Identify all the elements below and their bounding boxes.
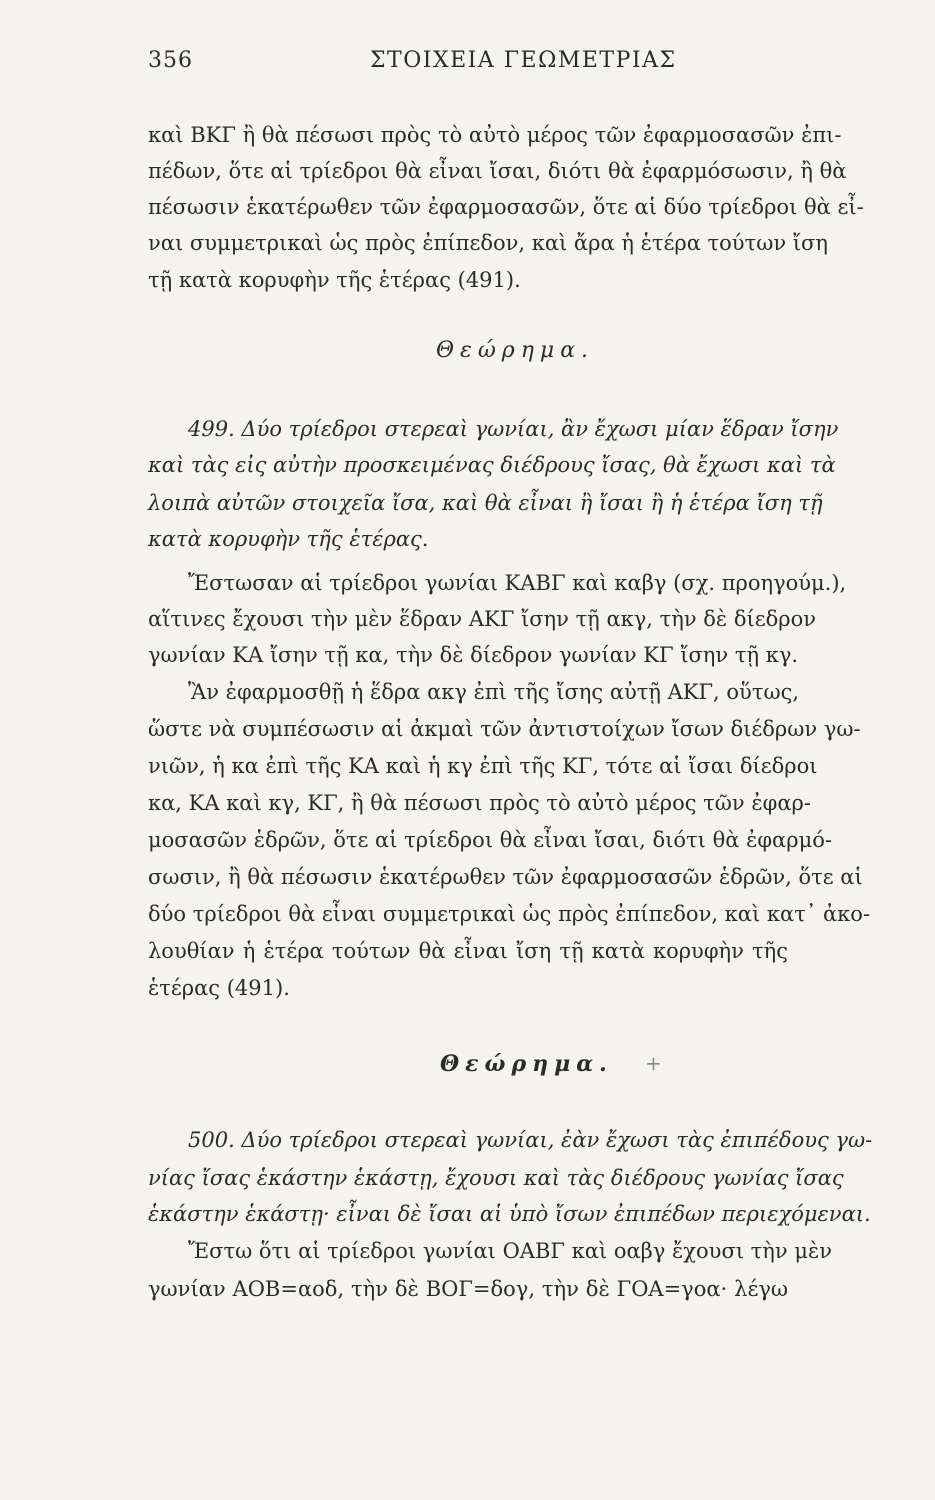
text-line: τῇ κατὰ κορυφὴν τῆς ἑτέρας (491). xyxy=(148,268,521,292)
theorem-line: νίας ἴσας ἑκάστην ἑκάστῃ, ἔχουσι καὶ τὰς διέδρους γωνίας ἴσας xyxy=(148,1166,844,1190)
theorem-line: καὶ τὰς εἰς αὐτὴν προσκειμένας διέδρους ἴσας, θὰ ἔχωσι καὶ τὰ xyxy=(148,453,836,477)
text-line: ὥστε νὰ συμπέσωσιν αἱ ἀκμαὶ τῶν ἀντιστοίχων ἴσων διέδρων γω- xyxy=(148,717,861,741)
theorem-line: 499. Δύο τρίεδροι στερεαὶ γωνίαι, ἂν ἔχωσι μίαν ἕδραν ἴσην xyxy=(188,417,839,441)
theorem-line: 500. Δύο τρίεδροι στερεαὶ γωνίαι, ἐὰν ἔχωσι τὰς ἐπιπέδους γω- xyxy=(188,1128,873,1152)
page-number: 356 xyxy=(148,48,193,73)
text-line: νιῶν, ἡ κα ἐπὶ τῆς ΚΑ καὶ ἡ κγ ἐπὶ τῆς ΚΓ, τότε αἱ ἴσαι δίεδροι xyxy=(148,754,818,778)
theorem-line: λοιπὰ αὐτῶν στοιχεῖα ἴσα, καὶ θὰ εἶναι ἢ ἴσαι ἢ ἡ ἑτέρα ἴση τῇ xyxy=(148,491,823,515)
text-line: δύο τρίεδροι θὰ εἶναι συμμετρικαὶ ὡς πρὸς ἐπίπεδον, καὶ κατ᾿ ἀκο- xyxy=(148,902,871,926)
text-line: πέσωσιν ἑκατέρωθεν τῶν ἐφαρμοσασῶν, ὅτε αἱ δύο τρίεδροι θὰ εἶ- xyxy=(148,195,864,219)
theorem-line: κατὰ κορυφὴν τῆς ἑτέρας. xyxy=(148,527,429,551)
text-line: γωνίαν ΚΑ ἴσην τῇ κα, τὴν δὲ δίεδρον γωνίαν ΚΓ ἴσην τῇ κγ. xyxy=(148,643,799,667)
book-title: ΣΤΟΙΧΕΙΑ ΓΕΩΜΕΤΡΙΑΣ xyxy=(370,48,677,73)
text-line: ἑτέρας (491). xyxy=(148,976,290,1000)
text-line: γωνίαν ΑΟΒ=αοδ, τὴν δὲ ΒΟΓ=δογ, τὴν δὲ ΓΟΑ=γοα· λέγω xyxy=(148,1277,788,1301)
pencil-mark-icon: + xyxy=(645,1051,662,1075)
text-line: Ἂν ἐφαρμοσθῇ ἡ ἕδρα ακγ ἐπὶ τῆς ἴσης αὐτῇ ΑΚΓ, οὕτως, xyxy=(188,680,799,704)
running-head xyxy=(148,48,788,80)
text-line: κα, ΚΑ καὶ κγ, ΚΓ, ἢ θὰ πέσωσι πρὸς τὸ αὐτὸ μέρος τῶν ἐφαρ- xyxy=(148,791,811,815)
theorem-line: ἑκάστην ἑκάστῃ· εἶναι δὲ ἴσαι αἱ ὑπὸ ἴσων ἐπιπέδων περιεχόμεναι. xyxy=(148,1202,871,1226)
section-heading: Θεώρημα. xyxy=(440,1051,613,1077)
text-line: σωσιν, ἢ θὰ πέσωσιν ἑκατέρωθεν τῶν ἐφαρμοσασῶν ἑδρῶν, ὅτε αἱ xyxy=(148,865,863,889)
text-line: λουθίαν ἡ ἑτέρα τούτων θὰ εἶναι ἴση τῇ κατὰ κορυφὴν τῆς xyxy=(148,939,788,963)
text-line: καὶ ΒΚΓ ἢ θὰ πέσωσι πρὸς τὸ αὐτὸ μέρος τῶν ἐφαρμοσασῶν ἐπι- xyxy=(148,123,842,147)
text-line: πέδων, ὅτε αἱ τρίεδροι θὰ εἶναι ἴσαι, διότι θὰ ἐφαρμόσωσιν, ἢ θὰ xyxy=(148,159,847,183)
text-line: αἵτινες ἔχουσι τὴν μὲν ἕδραν ΑΚΓ ἴσην τῇ ακγ, τὴν δὲ δίεδρον xyxy=(148,607,817,631)
text-line: Ἔστωσαν αἱ τρίεδροι γωνίαι ΚΑΒΓ καὶ καβγ (σχ. προηγούμ.), xyxy=(188,571,847,595)
text-line: ναι συμμετρικαὶ ὡς πρὸς ἐπίπεδον, καὶ ἄρα ἡ ἑτέρα τούτων ἴση xyxy=(148,231,828,255)
section-heading: Θεώρημα. xyxy=(436,338,595,363)
text-line: Ἔστω ὅτι αἱ τρίεδροι γωνίαι ΟΑΒΓ καὶ οαβγ ἔχουσι τὴν μὲν xyxy=(188,1239,833,1263)
text-line: μοσασῶν ἑδρῶν, ὅτε αἱ τρίεδροι θὰ εἶναι ἴσαι, διότι θὰ ἐφαρμό- xyxy=(148,828,832,852)
